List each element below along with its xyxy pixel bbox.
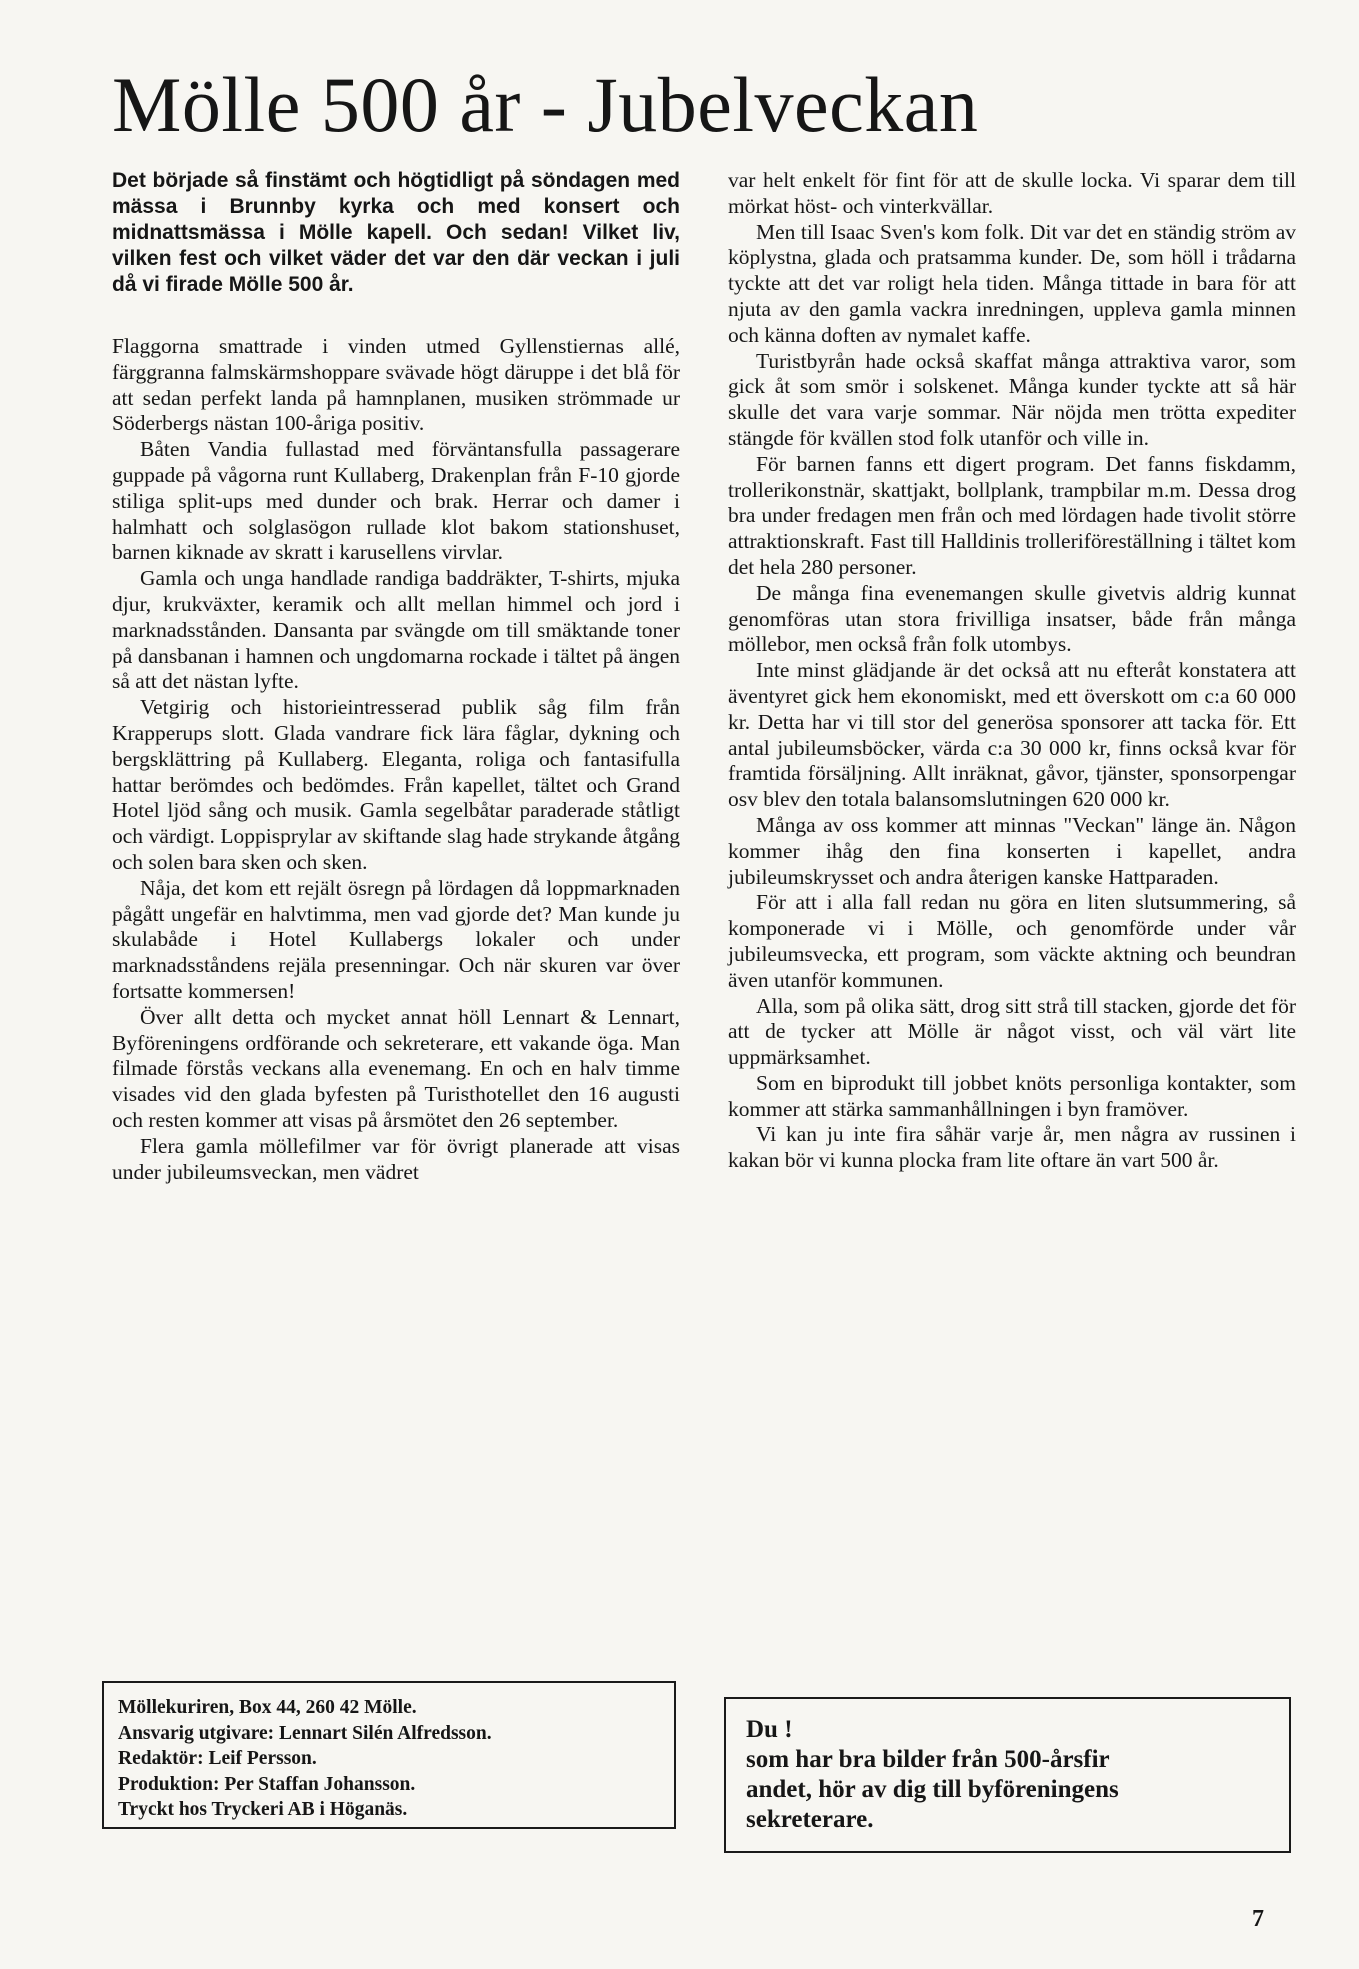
page-headline: Mölle 500 år - Jubelveckan — [112, 61, 979, 148]
article-paragraph: Över allt detta och mycket annat höll Lennart & Lennart, Byföreningens ordförande och sekreterare, ett vakande öga. Man filmade förstås veckans alla evenemang. En och en halv timme visades vid den glada byfesten på Turisthotellet den 16 augusti och resten kommer att visas på årsmötet den 26 september. — [112, 1004, 680, 1132]
article-paragraph: Turistbyrån hade också skaffat många attraktiva varor, som gick åt som smör i solskenet. Många kunder tyckte att så här skulle det vara varje sommar. När nöjda men trötta expediter stängde för kvällen stod folk utanför och ville in. — [728, 348, 1296, 450]
article-paragraph: För barnen fanns ett digert program. Det fanns fiskdamm, trollerikonstnär, skattjakt, bollplank, trampbilar m.m. Dessa drog bra under fredagen men från och med lördagen hade tivolit större attraktionskraft. Fast till Halldinis trolleriföreställning i tältet kom det hela 280 personer. — [728, 451, 1296, 579]
article-paragraph: Som en biprodukt till jobbet knöts personliga kontakter, som kommer att stärka sammanhållningen i byn framöver. — [728, 1070, 1296, 1121]
article-paragraph: Alla, som på olika sätt, drog sitt strå till stacken, gjorde det för att de tycker att Mölle är något visst, och väl värt lite uppmärksamhet. — [728, 993, 1296, 1070]
callout-line: Du ! — [746, 1716, 793, 1743]
imprint-box — [102, 1681, 676, 1829]
article-lead: Det började så finstämt och högtidligt på söndagen med mässa i Brunnby kyrka och med konsert och midnattsmässa i Mölle kapell. Och sedan! Vilket liv, vilken fest och vilket väder det var den där veckan i juli då vi firade Mölle 500 år. — [112, 169, 680, 296]
imprint-line: Tryckt hos Tryckeri AB i Höganäs. — [118, 1799, 408, 1820]
article-paragraph: Flaggorna smattrade i vinden utmed Gyllenstiernas allé, färggranna falmskärmshoppare svävade högt däruppe i det blå för att sedan perfekt landa på hamnplanen, musiken strömmade ur Söderbergs nästan 100-åriga positiv. — [112, 334, 680, 436]
article-paragraph: Flera gamla möllefilmer var för övrigt planerade att visas under jubileumsveckan, men vädret — [112, 1133, 680, 1184]
imprint-line: Produktion: Per Staffan Johansson. — [118, 1773, 416, 1795]
article-paragraph: Men till Isaac Sven's kom folk. Dit var det en ständig ström av köplystna, glada och pratsamma kunder. De, som höll i trådarna tyckte att det var roligt hela tiden. Många tittade in bara för att njuta av den gamla vackra inredningen, uppleva gamla minnen och känna doften av nymalet kaffe. — [728, 219, 1296, 347]
imprint-line: Möllekuriren, Box 44, 260 42 Mölle. — [118, 1697, 417, 1718]
article-paragraph: Gamla och unga handlade randiga baddräkter, T-shirts, mjuka djur, krukväxter, keramik och allt mellan himmel och jord i marknadsstånden. Dansanta par svängde om till smäktande toner på dansbanan i hamnen och ungdomarna rockade i tältet på ängen så att det nästan lyfte. — [112, 566, 680, 694]
imprint-line: Redaktör: Leif Persson. — [118, 1748, 317, 1769]
article-paragraph: Vetgirig och historieintresserad publik såg film från Krapperups slott. Glada vandrare fick lära fåglar, dykning och bergsklättring på Kullaberg. Eleganta, roliga och fantasifulla hattar berömdes och bedömdes. Från kapellet, tältet och Grand Hotel ljöd sång och musik. Gamla segelbåtar paraderade ståtligt och värdigt. Loppisprylar av skiftande slag hade strykande åtgång och solen bara sken och sken. — [112, 695, 680, 874]
article-paragraph: var helt enkelt för fint för att de skulle locka. Vi sparar dem till mörkat höst- och vinterkvällar. — [728, 168, 1296, 218]
callout-line: sekreterare. — [746, 1806, 874, 1833]
photo-request-box — [724, 1697, 1291, 1853]
imprint-line: Ansvarig utgivare: Lennart Silén Alfredsson. — [118, 1722, 492, 1744]
article-paragraph: Inte minst glädjande är det också att nu efteråt konstatera att äventyret gick hem ekonomiskt, med ett överskott om c:a 60 000 kr. Detta har vi till stor del generösa sponsorer att tacka för. Ett antal jubileumsböcker, värda c:a 30 000 kr, finns också kvar för framtida försäljning. Allt inräknat, gåvor, tjänster, sponsorpengar osv blev den totala balansomslutningen 620 000 kr. — [728, 658, 1296, 812]
callout-line: som har bra bilder från 500-årsfir — [746, 1746, 1110, 1773]
article-paragraph: Båten Vandia fullastad med förväntansfulla passagerare guppade på vågorna runt Kullaberg, Drakenplan från F-10 gjorde stiliga split-ups med dunder och brak. Herrar och damer i halmhatt och solglasögon rullade klot bakom stationshuset, barnen kiknade av skratt i karusellens virvlar. — [112, 437, 680, 565]
article-paragraph: Vi kan ju inte fira såhär varje år, men några av russinen i kakan bör vi kunna plocka fram lite oftare än vart 500 år. — [728, 1122, 1296, 1173]
article-left-column — [112, 168, 680, 1185]
article-paragraph: Många av oss kommer att minnas "Veckan" länge än. Någon kommer ihåg den fina konserten i kapellet, andra jubileumskrysset och andra återigen kanske Hattparaden. — [728, 812, 1296, 889]
page-number: 7 — [1252, 1906, 1264, 1932]
article-right-column — [728, 168, 1296, 1174]
article-paragraph: Nåja, det kom ett rejält ösregn på lördagen då loppmarknaden pågått ungefär en halvtimma, men vad gjorde det? Man kunde ju skulabåde i Hotel Kullabergs lokaler och under marknadsståndens rejäla presenningar. Och när skuren var över fortsatte kommersen! — [112, 875, 680, 1003]
article-paragraph: För att i alla fall redan nu göra en liten slutsummering, så komponerade vi i Mölle, och genomförde under vår jubileumsvecka, ett program, som väckte aktning och beundran även utanför kommunen. — [728, 890, 1296, 992]
callout-line: andet, hör av dig till byföreningens — [746, 1776, 1119, 1803]
article-paragraph: De många fina evenemangen skulle givetvis aldrig kunnat genomföras utan stora frivilliga insatser, både från många möllebor, men också från folk utombys. — [728, 580, 1296, 657]
